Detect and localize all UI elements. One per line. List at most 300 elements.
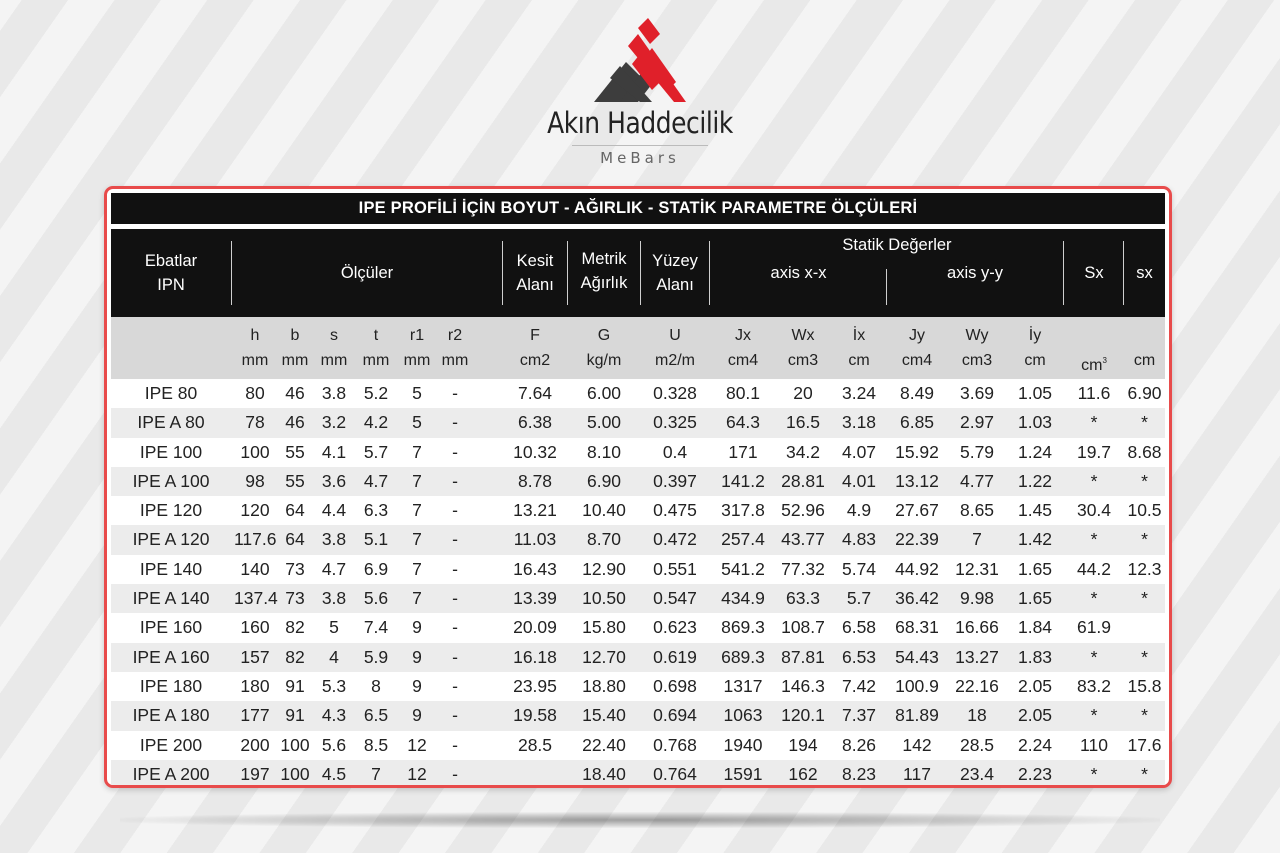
table-cell: 63.3 [785, 588, 821, 609]
table-cell: 19.58 [513, 705, 557, 726]
table-cell: - [452, 500, 458, 521]
table-cell: 7.42 [841, 675, 877, 696]
table-cell: 20.09 [513, 617, 557, 638]
table-cell: 117.6 [234, 529, 277, 550]
table-cell: 6.5 [363, 705, 389, 726]
table-cell: 10.50 [582, 588, 626, 609]
table-cell: 1.65 [1017, 558, 1053, 579]
table-cell: 91 [285, 675, 305, 696]
subheader-cell: Wy cm3 [961, 327, 993, 369]
table-cell: 197 [240, 763, 270, 784]
row-profile-name: IPE 120 [139, 500, 203, 521]
row-profile-name: IPE 180 [139, 675, 203, 696]
row-profile-name: IPE A 120 [132, 529, 210, 550]
header-sx: sx [1136, 264, 1153, 282]
table-row [111, 643, 1165, 672]
table-cell: 28.81 [781, 470, 825, 491]
table-cell: 16.66 [955, 617, 999, 638]
table-cell: 9 [412, 675, 422, 696]
table-cell: 177 [240, 705, 270, 726]
row-profile-name: IPE A 100 [132, 470, 210, 491]
table-cell: 120.1 [781, 705, 825, 726]
table-cell: 10.32 [513, 441, 557, 462]
table-cell: 1.65 [1017, 588, 1053, 609]
table-cell: 6.90 [1127, 383, 1162, 403]
table-cell: 34.2 [785, 441, 821, 462]
table-cell: 22.39 [895, 529, 939, 550]
table-cell: 6.85 [899, 412, 935, 433]
table-cell: 1591 [723, 763, 763, 784]
table-cell: 257.4 [721, 529, 765, 550]
subheader-cell: Jy cm4 [901, 327, 933, 369]
table-cell: 13.21 [513, 500, 557, 521]
table-cell: 8.70 [586, 529, 622, 550]
table-cell: 0.4 [662, 441, 688, 462]
table-cell: 82 [285, 617, 305, 638]
header-divider [640, 241, 641, 305]
header-axis-yy: axis y-y [947, 264, 1003, 282]
table-cell: - [452, 705, 458, 726]
table-cell: 0.768 [653, 734, 697, 755]
table-cell: 3.6 [321, 470, 347, 491]
table-cell [503, 760, 567, 788]
table-cell: 120 [240, 500, 270, 521]
table-row [111, 731, 1165, 760]
subheader-cell: İy cm [1024, 327, 1046, 369]
table-cell: * [1141, 412, 1148, 433]
table-cell: 1.05 [1017, 383, 1053, 403]
row-profile-name: IPE 100 [139, 441, 203, 462]
table-cell: 36.42 [895, 588, 939, 609]
table-row [111, 496, 1165, 525]
table-cell: 5.7 [363, 441, 389, 462]
table-cell: * [1090, 529, 1098, 550]
table-cell: 11.03 [513, 529, 557, 550]
header-olculer: Ölçüler [340, 264, 394, 282]
table-header [111, 229, 1165, 317]
table-cell: 16.43 [513, 558, 557, 579]
table-cell: 160 [240, 617, 270, 638]
table-cell: 8.26 [841, 734, 877, 755]
table-cell: 16.18 [513, 646, 557, 667]
table-cell: 80 [245, 383, 265, 403]
table-cell: 28.5 [959, 734, 995, 755]
table-cell: 1.24 [1017, 441, 1053, 462]
table-cell: 12.31 [955, 558, 999, 579]
table-cell: 0.551 [653, 558, 697, 579]
table-cell: 82 [285, 646, 305, 667]
subheader-cell: b mm [281, 327, 309, 369]
table-cell: - [452, 646, 458, 667]
subheader-cell: F cm2 [519, 327, 551, 369]
table-cell: 11.6 [1077, 383, 1111, 403]
table-cell: * [1141, 470, 1148, 491]
header-statik-degerler: Statik Değerler [842, 236, 952, 254]
table-row [111, 672, 1165, 701]
table-cell: 1.83 [1017, 646, 1053, 667]
table-cell: 15.8 [1127, 675, 1162, 696]
table-cell: 117 [903, 763, 931, 784]
table-cell: 54.43 [895, 646, 939, 667]
table-cell: 146.3 [781, 675, 825, 696]
row-profile-name: IPE 200 [139, 734, 203, 755]
table-cell: 12.90 [582, 558, 626, 579]
table-cell: * [1141, 646, 1148, 667]
subheader-cell: $cm^3$ [1081, 356, 1107, 374]
table-cell: 4.77 [959, 470, 995, 491]
brand-name: Akın Haddecilik [547, 106, 733, 140]
table-cell: - [452, 675, 458, 696]
table-cell: - [452, 734, 458, 755]
table-cell: 7 [412, 470, 422, 491]
table-cell: - [452, 763, 458, 784]
table-cell: - [452, 383, 458, 403]
table-cell: 1317 [723, 675, 763, 696]
table-cell: 43.77 [781, 529, 825, 550]
table-cell: 15.92 [895, 441, 939, 462]
table-cell: * [1090, 646, 1098, 667]
table-cell: * [1090, 470, 1098, 491]
table-cell: 12.70 [582, 646, 626, 667]
table-row [111, 525, 1165, 554]
table-cell: 137.4 [234, 588, 278, 609]
table-cell: 64 [285, 500, 305, 521]
table-cell: 141.2 [721, 470, 765, 491]
table-cell: 22.40 [582, 734, 626, 755]
table-cell: 5.74 [841, 558, 877, 579]
table-body [111, 379, 1165, 788]
header-ebatlar: Ebatlar IPN [144, 252, 198, 294]
table-cell: 80.1 [725, 383, 761, 403]
table-cell: 5.79 [959, 441, 995, 462]
header-Sx: Sx [1084, 264, 1104, 282]
table-cell: 7 [412, 529, 422, 550]
table-cell: 5.7 [846, 588, 872, 609]
header-divider [1063, 241, 1064, 305]
table-cell: 7 [972, 529, 982, 550]
table-cell: 3.2 [321, 412, 347, 433]
table-cell: 17.6 [1127, 734, 1162, 755]
table-cell: 8.78 [517, 470, 553, 491]
table-cell: 2.05 [1017, 705, 1053, 726]
table-cell: 13.27 [955, 646, 999, 667]
table-cell: 100.9 [895, 675, 939, 696]
table-cell: 10.5 [1127, 500, 1162, 521]
table-cell: 4.4 [321, 500, 347, 521]
table-cell: 100 [280, 734, 310, 755]
subheader-cell: Jx cm4 [727, 327, 759, 369]
table-cell: - [452, 617, 458, 638]
table-cell: 18 [967, 705, 987, 726]
table-cell: 3.8 [321, 588, 347, 609]
subheader-cell: U m2/m [655, 327, 695, 369]
table-cell: 100 [280, 763, 310, 784]
table-cell: 87.81 [781, 646, 825, 667]
table-cell: 81.89 [895, 705, 939, 726]
table-cell: 142 [902, 734, 932, 755]
table-cell: 16.5 [785, 412, 821, 433]
table-cell: * [1090, 705, 1098, 726]
row-profile-name: IPE A 80 [137, 412, 205, 433]
table-cell: - [452, 470, 458, 491]
table-cell: 12.3 [1127, 558, 1162, 579]
row-profile-name: IPE A 140 [132, 588, 210, 609]
table-cell: 30.4 [1076, 500, 1112, 521]
table-cell: 12 [407, 734, 427, 755]
table-cell: 4.07 [841, 441, 877, 462]
table-cell: 6.58 [841, 617, 877, 638]
table-cell: 100 [240, 441, 270, 462]
table-cell: 3.69 [959, 383, 995, 403]
table-cell: 8.65 [959, 500, 995, 521]
table-cell: 46 [285, 412, 305, 433]
table-cell: 6.3 [363, 500, 389, 521]
table-row [111, 408, 1165, 437]
header-metrik-agirlik: Metrik Ağırlık [580, 250, 628, 292]
header-divider [567, 241, 568, 305]
table-cell: 8.49 [899, 383, 935, 403]
table-cell: 10.40 [582, 500, 626, 521]
table-cell: 5.6 [321, 734, 347, 755]
table-cell: 55 [285, 470, 305, 491]
table-cell: 9 [412, 646, 422, 667]
table-cell: 2.23 [1017, 763, 1053, 784]
table-cell: 2.05 [1017, 675, 1053, 696]
table-cell: 157 [240, 646, 270, 667]
table-cell: 64 [285, 529, 305, 550]
table-row [111, 584, 1165, 613]
table-cell: 4.83 [841, 529, 877, 550]
table-cell: 194 [788, 734, 818, 755]
table-cell: 52.96 [781, 500, 825, 521]
table-cell: - [452, 412, 458, 433]
table-cell: 4.3 [321, 705, 347, 726]
table-subheader [111, 317, 1165, 379]
table-cell: 0.397 [653, 470, 697, 491]
table-cell: * [1090, 763, 1098, 784]
table-cell: 689.3 [721, 646, 765, 667]
subheader-cell: cm [1133, 352, 1156, 369]
table-cell: 7.64 [517, 383, 553, 403]
row-profile-name: IPE A 200 [132, 763, 210, 784]
akin-haddecilik-logo-icon [590, 18, 690, 104]
table-cell: 5.1 [363, 529, 389, 550]
table-cell: 1063 [723, 705, 763, 726]
table-cell: 5.9 [363, 646, 389, 667]
table-cell: 44.2 [1076, 558, 1112, 579]
table-cell: 6.90 [586, 470, 622, 491]
table-cell: 4 [329, 646, 339, 667]
table-cell: 1.22 [1017, 470, 1053, 491]
table-row [111, 438, 1165, 467]
table-cell: 23.95 [513, 675, 557, 696]
table-cell: 73 [285, 558, 305, 579]
table-cell: 15.40 [582, 705, 626, 726]
table-row [111, 467, 1165, 496]
table-cell: 1940 [723, 734, 763, 755]
table-cell: 5.3 [321, 675, 347, 696]
table-cell: 22.16 [955, 675, 999, 696]
profile-table-card [104, 186, 1172, 788]
table-cell: 46 [285, 383, 305, 403]
table-cell: 5.00 [586, 412, 622, 433]
table-cell: 0.619 [653, 646, 697, 667]
table-cell: 0.328 [653, 383, 697, 403]
table-cell: 5.2 [363, 383, 389, 403]
table-cell: 15.80 [582, 617, 626, 638]
table-cell: - [452, 588, 458, 609]
table-cell: * [1090, 588, 1098, 609]
table-row [111, 379, 1165, 408]
table-cell: 5.6 [363, 588, 389, 609]
table-cell: 1.45 [1017, 500, 1053, 521]
table-cell: 7.37 [841, 705, 877, 726]
table-title: IPE PROFİLİ İÇİN BOYUT - AĞIRLIK - STATİK PARAMETRE ÖLÇÜLERİ [111, 193, 1165, 224]
row-profile-name: IPE A 180 [132, 705, 210, 726]
table-cell: 4.5 [321, 763, 347, 784]
table-row [111, 760, 1165, 788]
table-cell: 8.23 [841, 763, 877, 784]
table-cell: 4.01 [841, 470, 877, 491]
table-cell: 12 [407, 763, 427, 784]
table-cell: 0.698 [653, 675, 697, 696]
table-cell: 0.623 [653, 617, 697, 638]
table-cell: 317.8 [721, 500, 765, 521]
table-cell: 4.7 [363, 470, 389, 491]
table-cell: 8.5 [363, 734, 389, 755]
table-cell: 6.00 [586, 383, 622, 403]
table-cell: 61.9 [1076, 617, 1112, 638]
table-cell: 0.547 [653, 588, 697, 609]
row-profile-name: IPE 160 [139, 617, 203, 638]
table-cell: * [1141, 763, 1148, 784]
table-cell: 6.9 [363, 558, 389, 579]
table-cell: 3.8 [321, 529, 347, 550]
table-cell: 55 [285, 441, 305, 462]
table-row [111, 701, 1165, 730]
table-cell: 3.24 [841, 383, 877, 403]
brand-divider [572, 145, 708, 146]
table-cell: 98 [245, 470, 265, 491]
table-cell: * [1141, 529, 1148, 550]
header-yuzey-alani: Yüzey Alanı [652, 252, 698, 294]
header-kesit-alani: Kesit Alanı [516, 252, 554, 294]
subheader-cell: r2 mm [441, 327, 469, 369]
table-cell: 1.84 [1017, 617, 1053, 638]
table-cell: - [452, 441, 458, 462]
card-shadow [120, 812, 1160, 828]
table-cell: 23.4 [959, 763, 995, 784]
table-cell [1124, 613, 1165, 642]
header-divider [231, 241, 232, 305]
row-profile-name: IPE A 160 [132, 646, 210, 667]
subheader-cell: r1 mm [403, 327, 431, 369]
table-cell: 108.7 [781, 617, 825, 638]
header-axis-xx: axis x-x [770, 264, 827, 282]
table-cell: 18.40 [582, 763, 626, 784]
table-cell: 4.7 [321, 558, 347, 579]
table-cell: 44.92 [895, 558, 939, 579]
table-cell: 140 [240, 558, 270, 579]
table-row [111, 613, 1165, 642]
table-cell: * [1141, 588, 1148, 609]
table-cell: 20 [793, 383, 813, 403]
table-cell: 13.12 [895, 470, 939, 491]
table-cell: 8.68 [1127, 441, 1162, 462]
table-cell: 73 [285, 588, 305, 609]
table-cell: 18.80 [582, 675, 626, 696]
row-profile-name: IPE 80 [144, 383, 198, 403]
table-cell: 6.38 [517, 412, 553, 433]
table-cell: 19.7 [1076, 441, 1112, 462]
row-profile-name: IPE 140 [139, 558, 203, 579]
table-cell: 0.325 [653, 412, 697, 433]
table-cell: 7 [412, 558, 422, 579]
table-cell: 77.32 [781, 558, 825, 579]
table-cell: 68.31 [895, 617, 939, 638]
table-cell: 8 [371, 675, 381, 696]
subheader-cell: Wx cm3 [787, 327, 819, 369]
table-cell: 3.18 [841, 412, 877, 433]
table-cell: 7 [412, 441, 422, 462]
table-cell: * [1090, 412, 1098, 433]
table-cell: 9.98 [959, 588, 995, 609]
table-cell: 0.472 [653, 529, 697, 550]
table-row [111, 555, 1165, 584]
table-cell: 83.2 [1076, 675, 1112, 696]
table-cell: 5 [329, 617, 339, 638]
header-divider [886, 269, 887, 305]
table-cell: 200 [240, 734, 270, 755]
table-cell: 4.2 [363, 412, 389, 433]
table-cell: 1.42 [1017, 529, 1053, 550]
table-cell: 7.4 [363, 617, 389, 638]
table-cell: 0.764 [653, 763, 697, 784]
header-divider [502, 241, 503, 305]
table-cell: 2.97 [959, 412, 995, 433]
brand-subtitle: MeBars [600, 149, 680, 167]
table-cell: 180 [240, 675, 270, 696]
table-cell: 0.694 [653, 705, 697, 726]
table-cell: 110 [1080, 734, 1108, 755]
table-cell: 78 [245, 412, 265, 433]
brand-logo [0, 18, 1280, 167]
table-cell: 28.5 [517, 734, 553, 755]
header-divider [709, 241, 710, 305]
table-cell: 541.2 [721, 558, 765, 579]
table-cell: - [452, 558, 458, 579]
table-cell: 13.39 [513, 588, 557, 609]
table-cell: 91 [285, 705, 305, 726]
table-cell: 869.3 [721, 617, 765, 638]
header-divider [1123, 241, 1124, 305]
table-cell: 1.03 [1017, 412, 1053, 433]
subheader-cell: İx cm [848, 327, 870, 369]
subheader-cell: s mm [320, 327, 348, 369]
table-cell: 7 [412, 500, 422, 521]
table-cell: 162 [788, 763, 818, 784]
subheader-cell: G kg/m [586, 327, 622, 369]
subheader-cell: t mm [362, 327, 390, 369]
table-cell: 27.67 [895, 500, 939, 521]
table-cell: 3.8 [321, 383, 347, 403]
table-cell: 171 [728, 441, 758, 462]
table-cell: 5 [412, 412, 422, 433]
table-cell: - [452, 529, 458, 550]
table-cell: 9 [412, 705, 422, 726]
table-cell: 0.475 [653, 500, 697, 521]
table-cell: 7 [371, 763, 381, 784]
